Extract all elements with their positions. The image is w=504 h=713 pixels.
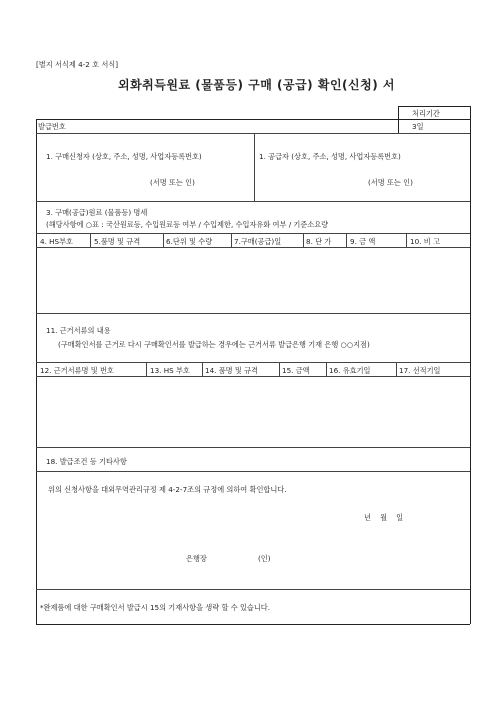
- doc-col-4: [326, 362, 327, 376]
- doc-col-1: [146, 362, 147, 376]
- doc-col-3: [279, 362, 280, 376]
- header-unit-qty: 6.단위 및 수량: [166, 237, 213, 246]
- item-col-2: [163, 233, 164, 247]
- row-line-1: [36, 133, 470, 134]
- section11-title: 11. 근거서류의 내용: [46, 326, 111, 335]
- party-divider: [254, 133, 255, 201]
- confirmation-text: 위의 신청사항을 대외무역관리규정 제 4-2-7조의 규정에 의하여 확인합니다.: [48, 485, 287, 494]
- header-doc-item: 14. 품명 및 규격: [205, 366, 259, 375]
- row-line-7: [36, 376, 470, 377]
- header-doc-valid: 16. 유효기일: [329, 366, 371, 375]
- doc-col-5: [396, 362, 397, 376]
- header-purchase-date: 7.구매(공급)일: [234, 237, 282, 246]
- header-remarks: 10. 비 고: [410, 237, 440, 246]
- row-line-2: [36, 201, 470, 202]
- row-line-3: [36, 233, 470, 234]
- header-unit-price: 8. 단 가: [306, 237, 332, 246]
- footnote: *완제품에 대한 구매확인서 발급시 15의 기재사항을 생략 할 수 있습니다.: [40, 603, 270, 612]
- form-title: 외화취득원료 (물품등) 구매 (공급) 확인(신청) 서: [118, 78, 395, 92]
- header-amount: 9. 금 액: [350, 237, 376, 246]
- section18-title: 18. 발급조건 등 기타사항: [46, 457, 127, 466]
- issue-date: 년 월 일: [364, 513, 404, 522]
- row-line-8: [36, 447, 470, 448]
- period-box-top: [398, 106, 470, 107]
- processing-period-label: 처리기간: [412, 109, 440, 118]
- row-line-10: [36, 589, 470, 590]
- row-line-4: [36, 247, 470, 248]
- row-line-5: [36, 313, 470, 314]
- processing-period-value: 3일: [412, 122, 424, 131]
- issue-number-label: 발급번호: [38, 122, 66, 131]
- supplier-label: 1. 공급자 (상호, 주소, 성명, 사업자등록번호): [259, 152, 401, 161]
- supplier-sign: (서명 또는 인): [368, 178, 413, 187]
- buyer-sign: (서명 또는 인): [150, 178, 195, 187]
- doc-col-2: [202, 362, 203, 376]
- item-col-3: [231, 233, 232, 247]
- header-doc-amount: 15. 금액: [282, 366, 310, 375]
- frame-top: [36, 119, 470, 120]
- item-col-6: [406, 233, 407, 247]
- header-hs-code: 4. HS부호: [40, 237, 73, 246]
- section3-note: (해당사항에 ○표 : 국산원료등, 수입원료등 여부 / 수입제한, 수입자유화 여부 / 기준소요량: [46, 220, 329, 229]
- frame-left: [36, 119, 37, 624]
- frame-bottom: [36, 624, 470, 625]
- item-col-5: [346, 233, 347, 247]
- section3-title: 3. 구매(공급)원료 (물품등) 명세: [46, 208, 148, 217]
- buyer-label: 1. 구매신청자 (상호, 주소, 성명, 사업자등록번호): [46, 152, 202, 161]
- row-line-6: [36, 362, 470, 363]
- frame-right: [470, 106, 471, 624]
- item-col-4: [303, 233, 304, 247]
- item-col-1: [90, 233, 91, 247]
- period-box-left: [398, 106, 399, 134]
- form-reference: [별지 서식제 4-2 호 서식]: [36, 60, 119, 69]
- header-item-name: 5.품명 및 규격: [94, 237, 141, 246]
- header-doc-hs: 13. HS 부호: [150, 366, 190, 375]
- header-doc-shipping: 17. 선적기일: [399, 366, 441, 375]
- row-line-9: [36, 471, 470, 472]
- header-doc-name: 12. 근거서류명 및 번호: [40, 366, 114, 375]
- bank-seal: (인): [258, 554, 271, 563]
- bank-manager-label: 은행장: [186, 554, 207, 563]
- section11-note: (구매확인서를 근거로 다시 구매확인서를 발급하는 경우에는 근거서류 발급은행 기재 은행 ○○지점): [58, 340, 370, 349]
